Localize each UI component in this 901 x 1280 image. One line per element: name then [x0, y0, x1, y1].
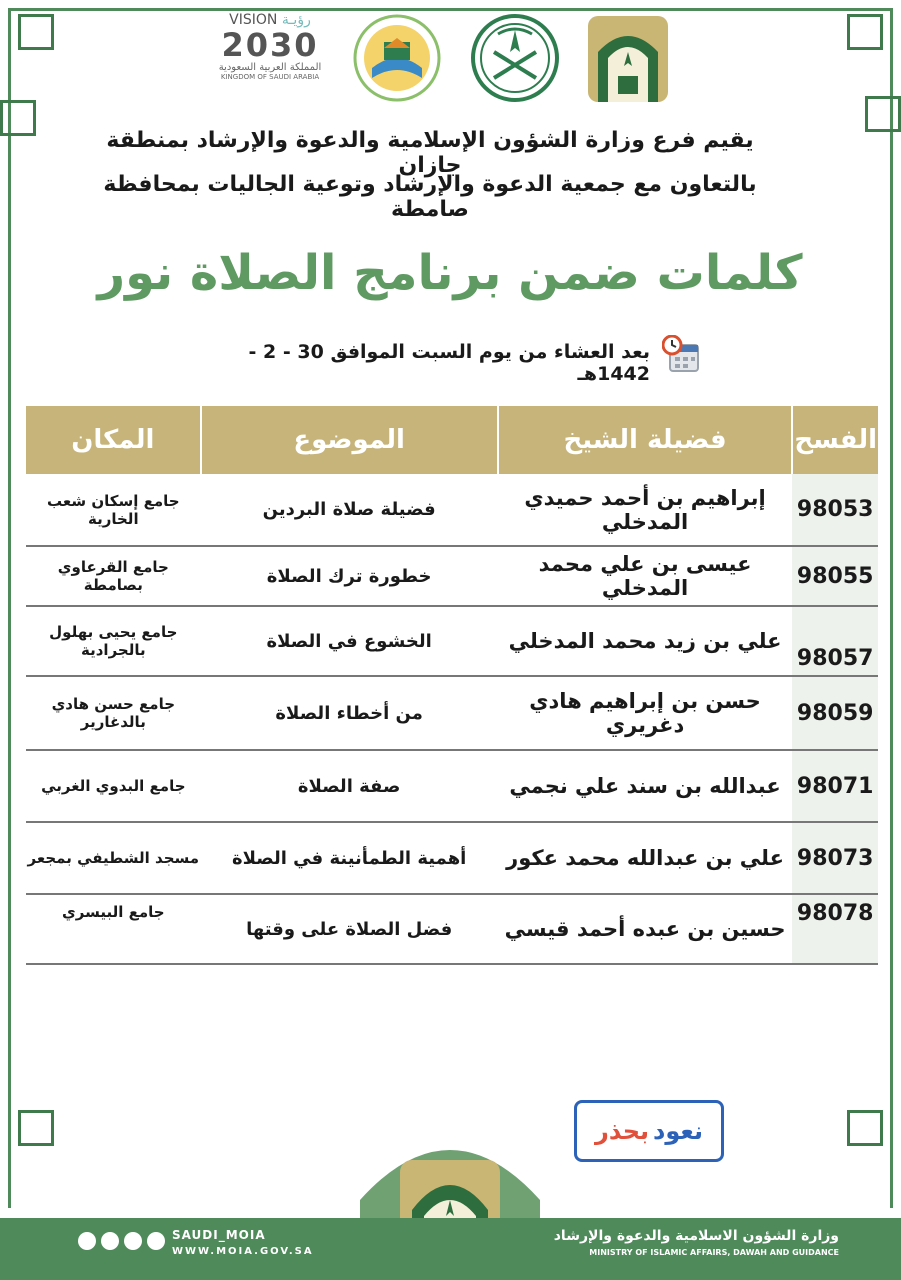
social-icons [78, 1232, 165, 1250]
ministry-name-en: MINISTRY OF ISLAMIC AFFAIRS, DAWAH AND GUIDANCE [589, 1248, 839, 1257]
row-place: جامع البيسري [26, 894, 201, 964]
date-text: بعد العشاء من يوم السبت الموافق 30 - 2 - 1442هـ [248, 341, 650, 385]
row-topic: أهمية الطمأنينة في الصلاة [201, 822, 498, 894]
page-title: كلمات ضمن برنامج الصلاة نور [97, 245, 803, 301]
frame-left-line [8, 8, 11, 1208]
column-header-code: الفسح [792, 406, 878, 474]
intro-line-2: بالتعاون مع جمعية الدعوة والإرشاد وتوعية الجاليات بمحافظة صامطة [103, 172, 757, 222]
frame-corner-square [847, 1110, 883, 1146]
vision-arabic: رؤيـة [281, 12, 311, 28]
table-header-row [26, 406, 878, 474]
row-sheikh: حسين بن عبده أحمد قيسي [498, 894, 793, 964]
row-sheikh: عبدالله بن سند علي نجمي [498, 750, 793, 822]
column-header-sheikh: فضيلة الشيخ [498, 406, 793, 474]
row-code: 98073 [792, 822, 878, 894]
table-row [26, 750, 878, 822]
table-row [26, 676, 878, 750]
column-header-place: المكان [26, 406, 201, 474]
table-row [26, 546, 878, 606]
vision-kingdom-ar: المملكة العربية السعودية [218, 62, 322, 73]
website-url: WWW.MOIA.GOV.SA [172, 1246, 314, 1257]
logos-row [200, 12, 680, 107]
row-topic: من أخطاء الصلاة [201, 676, 498, 750]
facebook-icon[interactable] [147, 1232, 165, 1250]
row-place: جامع البدوي الغربي [26, 750, 201, 822]
table-row [26, 894, 878, 964]
schedule-table [26, 406, 878, 965]
saudi-emblem-logo [468, 12, 562, 104]
row-code: 98059 [792, 676, 878, 750]
row-place: جامع يحيى بهلول بالجرادية [26, 606, 201, 676]
row-sheikh: حسن بن إبراهيم هادي دغريري [498, 676, 793, 750]
date-line [220, 335, 700, 385]
row-topic: فضيلة صلاة البردين [201, 474, 498, 546]
row-code: 98071 [792, 750, 878, 822]
social-handle: SAUDI_MOIA [172, 1228, 266, 1242]
ministry-name-ar: وزارة الشؤون الاسلامية والدعوة والإرشاد [553, 1228, 839, 1244]
table-row [26, 822, 878, 894]
row-sheikh: إبراهيم بن أحمد حميدي المدخلي [498, 474, 793, 546]
frame-right-line [890, 8, 893, 1208]
table-row [26, 474, 878, 546]
vision-year: 2030 [221, 26, 319, 64]
row-topic: الخشوع في الصلاة [201, 606, 498, 676]
slogan-badge [574, 1100, 724, 1162]
calendar-clock-icon [662, 335, 700, 373]
row-place: جامع حسن هادي بالدغارير [26, 676, 201, 750]
row-code: 98055 [792, 546, 878, 606]
row-code: 98078 [792, 894, 878, 964]
frame-corner-square [0, 100, 36, 136]
instagram-icon[interactable] [101, 1232, 119, 1250]
row-sheikh: علي بن عبدالله محمد عكور [498, 822, 793, 894]
vision-brand: VISION [229, 12, 278, 28]
vision-kingdom-en: KINGDOM OF SAUDI ARABIA [220, 73, 320, 81]
row-place: جامع إسكان شعب الخارية [26, 474, 201, 546]
slogan-part-1: نعود [653, 1117, 703, 1145]
frame-corner-square [847, 14, 883, 50]
row-topic: صفة الصلاة [201, 750, 498, 822]
row-place: مسجد الشطيفي بمجعر [26, 822, 201, 894]
frame-corner-square [18, 14, 54, 50]
frame-corner-square [18, 1110, 54, 1146]
slogan-part-2: بحذر [595, 1117, 650, 1145]
row-code: 98057 [792, 606, 878, 676]
frame-corner-square [865, 96, 901, 132]
association-logo [352, 12, 442, 104]
row-sheikh: علي بن زيد محمد المدخلي [498, 606, 793, 676]
twitter-icon[interactable] [124, 1232, 142, 1250]
row-topic: فضل الصلاة على وقتها [201, 894, 498, 964]
row-sheikh: عيسى بن علي محمد المدخلي [498, 546, 793, 606]
whatsapp-icon[interactable] [78, 1232, 96, 1250]
row-code: 98053 [792, 474, 878, 546]
table-row [26, 606, 878, 676]
row-topic: خطورة ترك الصلاة [201, 546, 498, 606]
vision-2030-logo [200, 12, 340, 102]
moia-logo [584, 12, 672, 106]
intro-line-1: يقيم فرع وزارة الشؤون الإسلامية والدعوة والإرشاد بمنطقة جازان [106, 128, 754, 178]
column-header-topic: الموضوع [201, 406, 498, 474]
frame-top-line [8, 8, 893, 11]
row-place: جامع القرعاوي بصامطة [26, 546, 201, 606]
